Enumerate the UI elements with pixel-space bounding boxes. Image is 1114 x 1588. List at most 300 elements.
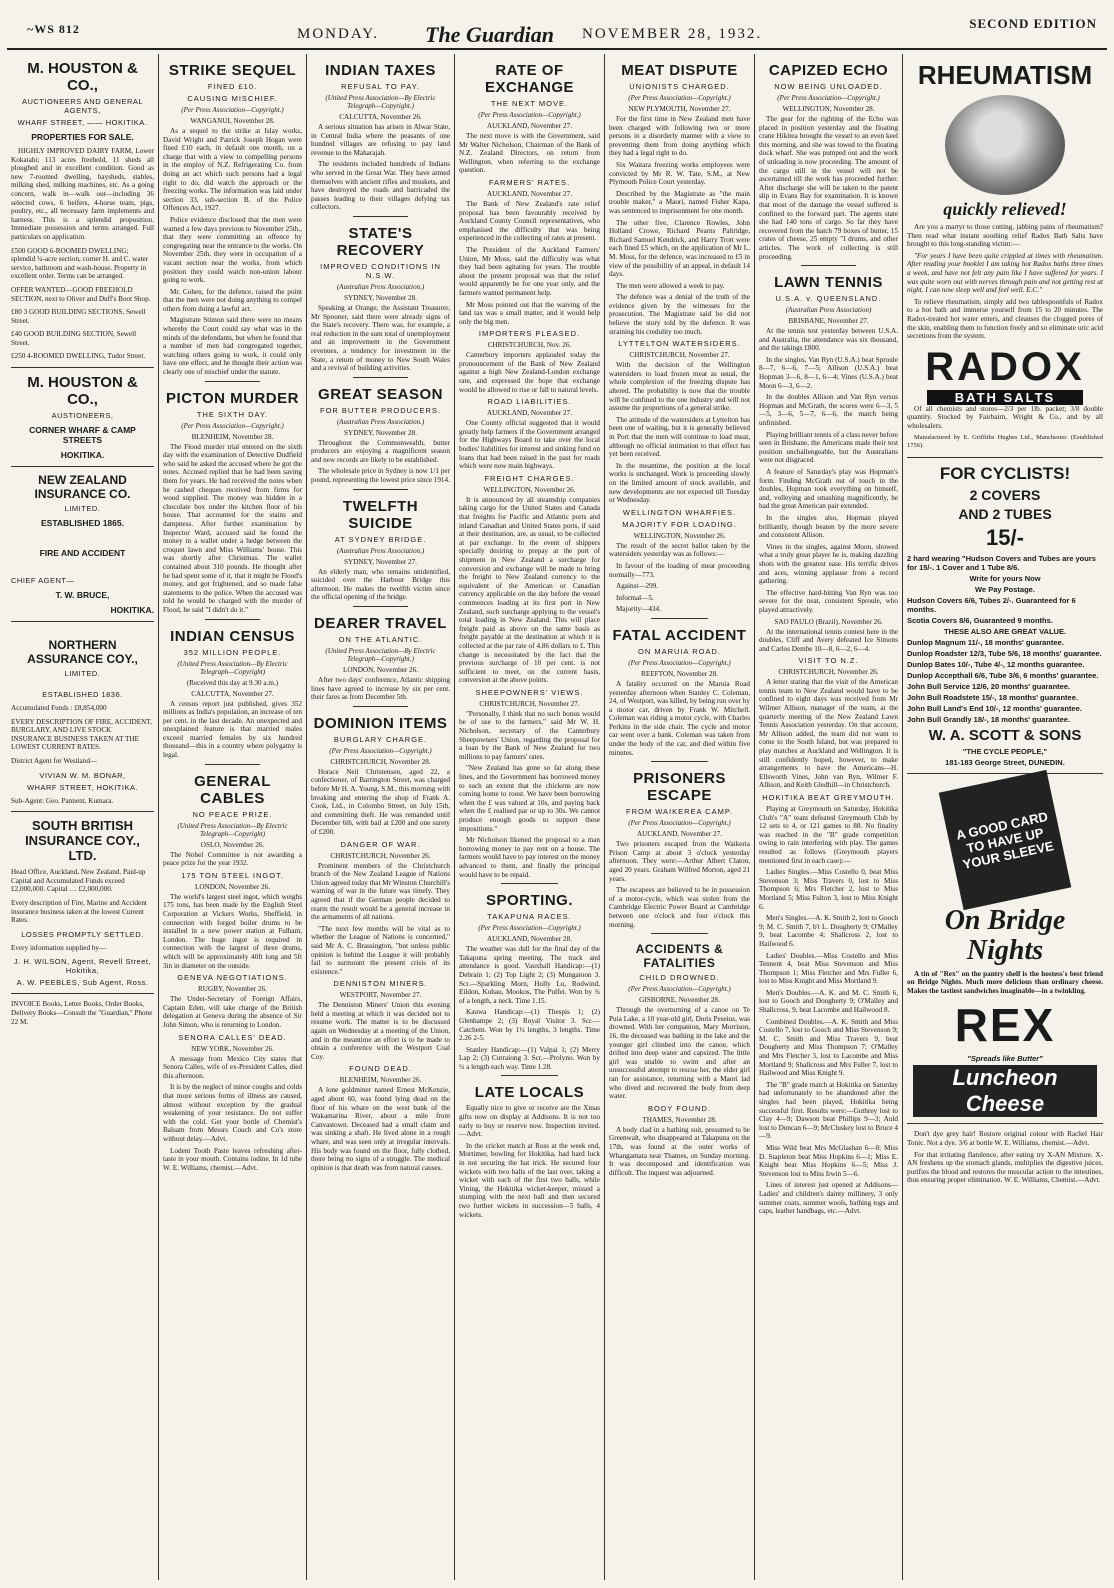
ad-nzins-l2: ESTABLISHED 1865. [41,518,124,529]
article-paragraph: The Nobel Committee is not awarding a peace prize for the year 1932. [163,850,302,868]
ad-cyclists-line: Scotia Covers 8/6, Guaranteed 9 months. [907,615,1053,625]
article-paragraph: A body clad in a bathing suit, presumed to be Greenwalt, who disappeared at Takapuna on the 17th, was found at the outer works of Whangamata near Thames, on Sunday morning. It was decomposed and identification was difficult. The inquest was adjourned. [609,1125,750,1177]
subhead: FOUND DEAD. [349,1064,412,1074]
ad-northern-name: NORTHERN ASSURANCE COY., [27,638,138,667]
ad-cyclists-title: FOR CYCLISTS! [939,463,1071,483]
divider [907,457,1103,458]
article-paragraph: Equally nice to give or receive are the Xmas gifts now on display at Addisons. It is not too early to buy or reserve now. Inspection invited.—Advt. [459,1104,600,1139]
headline-meat-dispute: MEAT DISPUTE [621,62,738,79]
article-paragraph: A serious situation has arisen in Alwar State, in Central India where the peasants of one hundred villages are refusing to pay land revenue to the Maharajah. [311,123,450,157]
headline-twelfth-suicide: TWELFTH SUICIDE [342,497,419,532]
ad-houston-name: M. HOUSTON & CO., [27,60,138,94]
column-2 [159,54,307,1580]
ad-houston2-name: M. HOUSTON & CO., [27,374,138,409]
dateline: NEW PLYMOUTH, November 27. [628,105,731,113]
subhead: ROAD LIABILITIES. [487,397,572,407]
ad-cyclists-line: Dunlop Magnum 11/-, 18 months' guarantee. [907,637,1064,647]
ad-cyclists-line: 2 hard wearing "Hudson Covers and Tubes are yours for 15/-. 1 Cover and 1 Tube 8/6. [907,553,1096,572]
credit-line: (Per Press Association—Copyright.) [628,658,731,667]
article-paragraph: Two prisoners escaped from the Waikeria Prison Camp at about 3 o'clock yesterday afternoon. They were:—Arthur Albert Claton, aged 20 years. Graham Wilfred Morton, aged 21 years. [609,840,750,883]
article-paragraph: A feature of Saturday's play was Hopman's form. Finding McGrath out of touch in the doubles, Hopman took everything on himself, and, volleying and smashing magnificently, he had the great American pair extended. [759,468,898,511]
article-paragraph: A lone goldminer named Ernest McKenzie, aged about 60, was found lying dead on the floor of his whare on the west bank of the Wakamarina River, about a mile from Canvastown. Deceased had a small claim and was sinking a shaft. He lived alone in a rough whare, and was seen only at irregular intervals. His body was found on the floor, fully clothed, there being no signs of a struggle. The medical opinion is that death was from natural causes. [311,1086,450,1172]
headline-dearer-travel: DEARER TRAVEL [314,615,447,633]
ad-rheumatism-tag: quickly relieved! [943,199,1067,219]
subhead: GENEVA NEGOTIATIONS. [177,973,288,983]
ad-radox-p5: Manufactured by E. Griffiths Hughes Ltd., Manchester. (Established 1756). [907,433,1103,450]
subhead: 175 TON STEEL INGOT. [181,870,284,880]
ad-cyclists-line: Dunlop Bates 10/-, Tube 4/-, 12 months guarantee. [907,659,1085,669]
subhead: HOKITIKA BEAT GREYMOUTH. [762,793,895,802]
credit-line: (United Press Association—By Electric Telegraph—Copyright) [177,821,288,838]
column-5 [605,54,755,1580]
subhead: WELLINGTON WHARFIES. [622,507,737,517]
dateline: AUCKLAND, November 27. [636,830,723,839]
dateline: GISBORNE, November 28. [639,996,720,1005]
article-paragraph: Described by the Magistrate as "the main trouble maker," a Maori, named Fisher Kapa, was sentenced to imprisonment for one month. [609,189,750,215]
edition-label: SECOND EDITION [969,16,1097,31]
article-paragraph: With the decision of the Wellington watersiders to load frozen meat as usual, the whole complexion of the freezing dispute has altered. The probability is now that the trouble will be confined to the one industry and will not assume the proportions of a general strike. [609,361,750,413]
playing-card-illustration: A GOOD CARD TO HAVE UP YOUR SLEEVE [939,770,1072,910]
article-paragraph: In the singles, Van Ryn (U.S.A.) beat Sproule 8—7, 6—6, 7—5; Allison (U.S.A.) beat Hopman 3—6, 8—1, 6—4; Vines (U.S.A.) beat Moon 6—3, 6—2. [759,355,898,390]
dateline: SYDNEY, November 27. [344,557,417,566]
headline-general-cables: GENERAL CABLES [194,772,271,807]
ad-southbritish-l5: J. H. WILSON, Agent, Revell Street, Hokitika, [13,957,152,976]
article-paragraph: The gear for the righting of the Echo was placed in position yesterday and the floating crane Hikitea brought the vessel to an even keel this morning, and she was towed to the floating dock wharf. She was pumped out and the work of unloading is now proceeding. The amount of the cargo still in the vessel will not be ascertained till the work has proceeded further. After discharge she will be taken to the patent slip in Evans Bay for examination. It is known that most of the damage the vessel suffered is confined to the forward part. The agents state she had 140 tons of cargo. So far they have recovered from the hatch 79 boxes of butter, 15 crates of cheese, 25 empty "I drums, and other articles. The work of collecting is still proceeding. [759,115,898,261]
dateline: WELLINGTON, November 26. [633,531,726,540]
masthead-day: MONDAY. [297,26,379,42]
dateline: CHRISTCHURCH, November 27. [629,351,730,360]
credit-line: (Per Press Association—Copyright.) [329,746,432,755]
article-paragraph: "Personally, I think that no such bonus would be of use to the farmers," said Mr W. H. Nicholson, secretary of the Canterbury Sheepowners' Union, regarding the proposal for a loan by the Bank of New Zealand for two millions to pay farmers' rates. [459,709,600,761]
article-paragraph: As a sequel to the strike at Islay works, David Wright and Patrick Joseph Hogan were fined £10 each, in default one month, on a charge that with a view to compelling persons in the employ of N.Z. Refrigerating Co. from doing an act which such persons had a legal right to do, did watch the approach or the freezing works. The information was laid under section 33, sub-section B. of the Police Offences Act, 1927. [163,127,302,213]
ad-rheumatism-testimonial: "For years I have been quite crippled at times with rheumatism. After reading your booklet I am taking hot Radox baths three times a week, and have not felt any pain like I have suffered for years. I was quite worn out with nerves through pain and not getting rest at night. I can now sleep well and feel well. E.C." [907,251,1103,295]
dateline: RUGBY, November 26. [198,985,267,994]
ad-houston2-addr: CORNER WHARF & CAMP STREETS [29,425,136,446]
article-paragraph: Playing brilliant tennis of a class never before seen in Brisbane, the Americans made their test position unchallengeable, but the Australians were not disgraced. [759,430,898,465]
radox-bath-salts: BATH SALTS [927,390,1083,405]
ad-northern-l3: Accumulated Funds : £8,854,000 [11,704,107,713]
dateline: CHRISTCHURCH, Nov. 26. [487,341,572,350]
subhead: ON THE ATLANTIC. [338,635,423,645]
dateline: CHRISTCHURCH, November 28. [330,757,431,766]
divider [205,381,261,382]
headline-dominion-items: DOMINION ITEMS [313,714,448,732]
dateline: BRISBANE, November 27. [788,317,869,326]
article-paragraph: Combined Doubles.—A. K. Smith and Miss Costello 7, lost to Gooch and Miss Stevenson 9; M. C. Smith and Miss Travers 9, beat Dougherty and Miss Thompson 7; O'Malley and Mrs Fletcher 3, lost to Lacombe and Miss Mortland 9; Shallcross and Mrs Fuller 7, lost to Hailwood and Miss Knight 9. [759,1017,898,1078]
dateline: THAMES, November 28. [642,1115,717,1124]
subhead: BURGLARY CHARGE. [333,734,428,744]
dateline: WELLINGTON, November 28. [782,105,875,113]
article-paragraph: The defence was a denial of the truth of the evidence given by the witnesses for the prosecution. The Magistrate said he did not believe the story told by the defence. It was straining his credulity too much. [609,293,750,336]
ad-houston-p2: £500 GOOD 6-ROOMED DWELLING; splendid ¼-acre section, corner H. and C. water service, bathroom and wash-house. Property in excellent order. Terms can be arranged. [11,246,149,281]
article-paragraph: The other five, Clarence Rowles, John Holland Crowe, Richard Pearns Paltridge, Richard Samuel Kendrick, and Harry Trott were each fined £5 which, on the application of Mr L. M. Moss, for the defence, was increased to £5 in view of the possibility of an appeal, in default 14 days. [609,218,750,279]
dateline: BLENHEIM, November 28. [191,432,274,441]
subhead: IMPORTERS PLEASED. [478,329,581,339]
headline-states-recovery: STATE'S RECOVERY [336,224,425,259]
advert-paragraph: It is by the neglect of minor coughs and colds that more serious forms of illness are caused, almost without exception by the gradual weakening of your resistance. Do not suffer with the cold. Get your bottle of Chemist's Balsam from Messrs Couch and Co's store without delay.—Advt. [163,1083,302,1143]
ad-southbritish-name: SOUTH BRITISH INSURANCE COY., LTD. [25,818,140,864]
subhead: SENORA CALLES' DEAD. [178,1032,287,1042]
column-7-adverts [903,54,1107,1580]
article-paragraph: The weather was dull for the final day of the Takapuna spring meeting. The track and attendance is good. Vauxhall Handicap:—(1) Debrain 1; (2) Top Light 2; (3) Mungatoon 3. Scr.—Sparkling Morn, Holly Lu, Rodwind, Eildon, Kohau, Mookos, The Pulfet. Won by ¾ of a length, a neck. Time 1.15. [459,945,600,1005]
divider [11,466,154,467]
article-paragraph: Men's Singles.—A. K. Smith 2, lost to Gooch 9; M. C. Smith 7, b't L. Dougherty 9; O'Malley 9, beat Lacombe 4; Shallcross 2, lost to Hailwood 6. [759,914,898,948]
ad-invoice-books: INVOICE Books, Letter Books, Order Books, Delivery Books—Consult the "Guardian," Phone 22 M. [11,1000,153,1026]
headline-indian-census: INDIAN CENSUS [170,627,295,645]
article-paragraph: In the doubles Allison and Van Ryn versus Hopman and McGrath, the scores were 6—3, 5—5, 3—6, 5—7, 6—6, the match being unfinished. [759,393,898,428]
article-paragraph: Prominent members of the Christchurch branch of the New Zealand League of Nations Union agreed today that Mr Winston Churchill's warning of war in the future was timely. They agreed that if the German people decided to rearm the result would be a general increase in the armaments of all nations. [311,861,450,922]
article-paragraph: In the meantime, the position at the local works is unchanged. Work is proceeding slowly on the limited amount of stock available, and new developments are not expected till Tuesday or Wednesday. [609,461,750,505]
credit-line: (Australian Press Association) [785,306,872,315]
ad-cyclists-line: Write for yours Now [969,573,1041,583]
ad-rex-p1: A tin of "Rex" on the pantry shelf is the hostess's best friend on Bridge Nights. Much more delicious than ordinary cheese. Makes the tastiest sandwiches imaginable—in a twinkling. [907,969,1103,995]
subhead: FREIGHT CHARGES. [484,473,575,483]
ad-northern-l2: ESTABLISHED 1836. [42,690,123,700]
credit-line: (Per Press Association—Copyright.) [181,421,284,430]
subhead: DENNISTON MINERS. [333,979,428,989]
column-1 [7,54,159,1580]
dateline: REEFTON, November 28. [641,669,718,678]
ad-nzins-l3: FIRE AND ACCIDENT [39,548,126,559]
divider [353,377,409,378]
article-paragraph: For the first time in New Zealand men have been charged with following two or more persons in a disorderly manner with a view to preventing them from doing anything which they had a legal right to do. [609,115,750,158]
article-paragraph: Six Waitara freezing works employees were convicted by Mr R. W. Tate, S.M., at New Plymouth Police Court yesterday. [609,160,750,187]
ad-nzins-l1: LIMITED. [64,504,101,514]
dateline: NEW YORK, November 26. [191,1044,274,1053]
ad-cyclists-price: 15/- [986,524,1024,550]
subhead: UNIONISTS CHARGED. [629,82,730,91]
credit-line: (Australian Press Association.) [336,282,425,291]
article-paragraph: The result of the secret ballot taken by the watersiders yesterday was as follows:— [609,541,750,559]
dateline: CALCUTTA, November 26. [339,113,422,121]
article-paragraph: In favour of the loading of meat proceeding normally—773. [609,561,750,579]
ad-southbritish-l6: A. W. PEEBLES, Sub Agent, Ross. [16,978,149,988]
headline-capized-echo: CAPIZED ECHO [768,62,889,79]
dateline: SAO PAULO (Brazil), November 26. [774,617,883,626]
man-portrait-illustration [945,95,1065,195]
subhead: FROM WAIKEREA CAMP. [626,807,733,817]
subhead: MAJORITY FOR LOADING. [622,519,737,529]
column-4 [455,54,605,1580]
credit-line: (Australian Press Association.) [336,546,425,555]
divider [651,933,707,934]
article-paragraph: Police evidence disclosed that the men were warned a few days previous to November 25th., that they were committing an offence by congregating near the entrance to the works. On November 25th. they were in occupation of a vacant section near the works, from which position they could watch non-union labour going to work. [163,215,302,285]
headline-lawn-tennis: LAWN TENNIS [774,274,883,292]
subhead: REFUSAL TO PAY. [341,82,420,91]
divider [353,489,409,490]
article-paragraph: At the tennis test yesterday between U.S.A. and Australia, the attendance was six thousand, and the takings £800. [759,327,898,353]
ad-cyclists-line: John Bull Land's End 10/-, 12 months' guarantee. [907,703,1082,713]
subhead: DANGER OF WAR. [340,839,421,849]
article-paragraph: In the cricket match at Ross at the week end, Mortimer, bowling for Hokitika, had hard luck in not securing the hat trick. He secured four wickets with two balls of the last over, taking a wicket with each of the first two balls, while Vining, the Hokitika wicket-keeper, missed a stumping with the next ball and then secured two further wickets in succession—5 balls, 4 wickets. [459,1141,600,1219]
credit-line: (Per Press Association—Copyright.) [478,924,581,933]
dateline: WANGANUI, November 28. [190,117,275,125]
article-paragraph: Throughout the Commonwealth, butter producers are enjoying a magnificent season and new records are likely to be established. [311,438,450,464]
headline-picton-murder: PICTON MURDER [166,389,299,407]
divider [205,764,261,765]
divider [907,773,1103,774]
dateline: SYDNEY, November 28. [344,428,417,437]
subhead: CAUSING MISCHIEF. [187,94,278,103]
article-paragraph: Ladies Singles.—Miss Costello 0, beat Miss Stevenson 3; Miss Travers 0, lost to Miss Thompson 6; Mrs Fletcher 2, lost to Miss Mortland 5; Miss Fulton 3, lost to Miss Knight 6. [759,868,898,911]
advert-paragraph: Lines of interest just opened at Addisons—Ladies' and children's dainty millinery, 3 only summer coats, summer wools, bathing togs and caps, leather handbags, etc.—Advt. [759,1181,898,1216]
ad-cyclists-line: John Bull Roadstete 15/-, 18 months' guarantee. [907,692,1078,702]
article-paragraph: A message from Mexico City states that Senora Calles, wife of ex-President Calles, died this afternoon. [163,1054,302,1080]
ad-cyclists-line: Dunlop Roadster 12/3, Tube 5/6, 18 months' guarantee. [907,648,1102,658]
divider [353,216,409,217]
divider [11,811,154,812]
dateline: BLENHEIM, November 26. [339,1076,422,1085]
ad-rheumatism-title: RHEUMATISM [917,60,1093,90]
dateline: CHRISTCHURCH, November 26. [778,668,879,677]
rex-luncheon-cheese: Luncheon Cheese [913,1065,1097,1117]
article-paragraph: The President of the Auckland Farmers' Union, Mr Moss, said the difficulty was what they had been agitating for years. The trouble about the present proposal was that the relief would apparently be for one year only, and the farmers wanted permanent help. [459,245,600,297]
dateline: CHRISTCHURCH, November 27. [479,699,580,708]
ad-cyclists-line: THESE ALSO ARE GREAT VALUE. [943,626,1067,636]
rex-logo: REX [954,999,1056,1052]
headline-late-locals: LATE LOCALS [474,1084,585,1102]
subhead: SHEEPOWNERS' VIEWS. [475,687,584,697]
ad-houston-head: PROPERTIES FOR SALE. [31,132,134,142]
ad-rheumatism-p1: Are you a martyr to those cutting, jabbing pains of rheumatism? Then read what instant soothing relief Radox Bath Salts have brought to this long-standing victim:— [907,223,1103,249]
credit-line: (United Press Association—By Electric Telegraph—Copyright.) [325,647,436,664]
headline-strike-sequel: STRIKE SEQUEL [168,62,297,79]
credit-line: (Per Press Association—Copyright.) [628,819,731,828]
subhead: FARMERS' RATES. [488,177,571,187]
article-paragraph: The world's largest steel ingot, which weighs 175 tons, has been made by the English Steel Corporation at Vickers Works, Sheffield, in connection with forged boiler drums to be installed in a new power station at Fulham, London. The huge ingot is required in connection with the largest of three drums, which will be approximately 40ft long and 5ft 3in in diameter on the outside. [163,892,302,970]
subhead: NOW BEING UNLOADED. [774,82,883,91]
headline-great-season: GREAT SEASON [318,385,443,403]
ad-houston-addr: WHARF STREET, —— HOKITIKA. [17,118,148,127]
credit-line: (Per Press Association—Copyright.) [628,985,731,994]
subhead: NO PEACE PRIZE. [192,809,273,819]
credit-line: (United Press Association—By Electric Telegraph—Copyright) [177,659,288,676]
credit-line: (Per Press Association—Copyright.) [181,106,284,114]
subhead: FOR BUTTER PRODUCERS. [319,405,441,415]
masthead-date: NOVEMBER 28, 1932. [582,26,763,42]
ad-northern-l1: LIMITED. [64,669,101,679]
ad-houston2-town: HOKITIKA. [60,450,105,461]
advert-paragraph: Lodent Tooth Paste leaves refreshing after-taste in your mouth. Contains iodine. In 1d tube W. E. Williams, chemist.—Advt. [163,1146,302,1172]
ad-rex-title: On Bridge Nights [944,904,1066,966]
article-paragraph: After two days' conference, Atlantic shipping lines have agreed to increase by six per cent. their fares as from December 5th. [311,676,450,702]
ad-nzins-name: NEW ZEALAND INSURANCE CO. [34,473,131,502]
dateline: OSLO, November 26. [200,840,265,849]
article-paragraph: "The next few months will be vital as to whether the League of Nations is concerned," said Mr A. C. Brassington, "but unless public opinion is behind the League it will probably fail to surmount the present crisis of its existence." [311,924,450,976]
headline-prisoners-escape: PRISONERS ESCAPE [633,770,726,805]
dateline: LONDON, November 26. [194,882,271,891]
received-line: (Received this day at 9.30 a.m.) [186,678,279,687]
ad-rheumatism-p3: To relieve rheumatism, simply add two tablespoonfuls of Radox to a hot bath and immerse yourself from 15 to 20 minutes. The Radox-treated hot water enters, and cleanses the clogged pores of the skin, enabling them to function freely and so eliminate uric acid secretions from the system. [907,297,1103,341]
article-paragraph: Majority—434. [616,605,661,614]
dateline: CHRISTCHURCH, November 26. [330,851,431,860]
article-paragraph: The Flood murder trial entered on the sixth day with the examination of Detective Dudfield who said he asked the accused where he got the notes. Accused replied that he had been saving them for years. He had received the notes when he cashed cheques received from firms for wood supplied. The money was hidden in a chocolate box under the kitchen floor of his house. That accounted for the stains and dampness. After further examination by Inspector Ward, accused said he found the money in a wallet under a hedge between the croquet lawn and Miss Williams' house. This was shortly after Christmas. The wallet contained about 310 pounds. He thought after he had spent some of it, that it might be Flood's money, and got frightened, and so made false statements to the police. When the accused was told he would be charged with the murder of Flood, he said "I didn't do it." [163,442,302,614]
article-paragraph: Miss Wild beat Mrs McGlashan 6—0; Miss D. Stapleton beat Miss Hopkins 6—1; Miss E. Knight beat Miss Hopkins 6—5; Miss J. Stevenson lost to Miss Irwin 5—6. [759,1143,898,1178]
article-paragraph: Mr Nicholson likened the proposal to a man borrowing money to pay rent on a house. The farmers would have to pay interest on the money advanced to them, and finally the principal would have to be repaid. [459,836,600,879]
ad-cyclists-company-tag: "THE CYCLE PEOPLE," [962,746,1048,756]
article-paragraph: Men's Doubles.—A. K. and M. C. Smith 6, lost to Gooch and Dougherty 9; O'Malley and Shallcross, 9, beat Lacombe and Hailwood 8. [759,988,898,1015]
dateline: WESTPORT, November 27. [339,991,422,1000]
article-paragraph: The Denniston Miners' Union this evening held a meeting at which it was decided not to resume work. The matter is to be discussed again on Wednesday at a meeting of the Union, and in the meantime an effort is to be made to obtain a conference with the Westport Coal Coy. [311,1001,450,1061]
dateline: AUCKLAND, November 27. [486,189,573,198]
divider [651,761,707,762]
credit-line: (Per Press Association—Copyright.) [628,94,731,102]
dateline: AUCKLAND, November 27. [486,122,573,130]
newspaper-page [7,4,1107,1580]
ad-northern-l5: District Agent for Westland— [11,757,98,766]
dateline: AUCKLAND, November 27. [486,409,573,418]
article-paragraph: Canterbury importers applauded today the pronouncement of the Bank of New Zealand against a high New Zealand-London exchange rate, and expressed the hope that exchange would be allowed to rise or fall to natural levels. [459,351,600,394]
divider [11,621,154,622]
article-paragraph: Against—299. [616,582,659,591]
ad-cyclists-l2: 2 COVERS [969,486,1041,503]
article-paragraph: The Under-Secretary of Foreign Affairs, Captain Eden, will take charge of the British delegation at Geneva during the absence of Sir John Simon, who is returning to London. [163,995,302,1029]
ad-hair-tonic: Don't dye grey hair! Restore original colour with Rachel Hair Tonic. Not a dye. 3/6 at bottle W. E. Williams, chemist.—Advt. [907,1130,1103,1148]
subhead: THE SIXTH DAY. [196,409,269,419]
ad-cyclists-l3: AND 2 TUBES [958,505,1052,522]
headline-sporting: SPORTING. [485,892,573,910]
ad-cyclists-line: John Bull Grandly 18/-, 18 months' guarantee. [907,714,1071,724]
article-paragraph: Stanley Handicap:—(1) Valpai 1; (2) Merry Lap 2; (3) Curraiong 3. Scr.—Prolyno. Won by ½ a length each way. Time 1.28. [459,1045,600,1071]
article-paragraph: One County official suggested that it would greatly help farmers if the Government arranged for the Highways Board to take over the local bodies' liabilities for interest and sinking fund on loans that had been raised in the past for roads which were now main highways. [459,419,600,471]
divider [501,883,557,884]
ad-cyclists-line: We Pay Postage. [975,584,1035,594]
divider [651,618,707,619]
ad-northern-l8: Sub-Agent: Geo. Pannent, Kumara. [11,796,114,805]
divider [11,993,154,994]
ad-nzins-l4: CHIEF AGENT— [11,576,75,586]
masthead [7,4,1107,50]
article-paragraph: It is announced by all steamship companies taking cargo for the United States and Canada that freights for Pacific and Atlantic ports and inland Canadian and United States ports, if said at their destination, are, as usual, to be collected at par exchange. In the event of shippers specially desiring to prepay at the port of shipment in New Zealand a surcharge for conversion and exchange will be made to bring the freight to New Zealand currency to the equivalent of the American or Canadian currency applicable on the day before the vessel commences loading at its first port in New Zealand, such surcharge applying to the vessel's total loading in New Zealand. This will place freight paid as above on the same basis as freight payable at the destination at which it is collected at the par rate of 4.86 dollars to £. This change is necessitated by the fact that the previous surcharge of 10 per cent. is not sufficient to meet, on the current basis, conversion at the above points. [459,495,600,685]
ad-houston-p5: £40 GOOD BUILDING SECTION, Sewell Street. [11,330,137,347]
ad-houston-p3: OFFER WANTED—GOOD FREEHOLD SECTION, next to Oliver and Duff's Boot Shop. [11,285,151,303]
subhead: VISIT TO N.Z. [798,656,859,666]
article-paragraph: A letter stating that the visit of the American tennis team to New Zealand would have to be confined to eight days was received from Mr Wilmer Allison, manager of the team, at the quarterly meeting of the New Zealand Lawn Tennis Association yesterday. On that account, Mr Allison added, the team did not want to come to the South Island, but was prepared to play matches at Auckland and Wellington. It is still confidently hoped, however, to make arrangements to have the Americans—H. Ellsworth Vines, John van Ryn, Wilmer F. Allison, and Keith Gledhill—in Christchurch. [759,678,898,790]
columns [7,54,1107,1580]
ad-houston2-sub: AUSTIONEERS, [51,411,114,421]
divider [801,265,857,266]
rex-tagline: "Spreads like Butter" [967,1054,1043,1064]
ad-cyclists-line: Hudson Covers 6/6, Tubes 2/-. Guaranteed for 6 months. [907,595,1076,614]
subhead: 352 MILLION PEOPLE. [183,647,282,657]
subhead: IMPROVED CONDITIONS IN N.S.W. [320,261,441,280]
article-paragraph: In the singles also, Hopman played brilliantly, though beaten by the more severe and consistent Allison. [759,513,898,540]
ad-houston-p4: £80 3 GOOD BUILDING SECTIONS, Sewell Street. [11,308,146,325]
masthead-title: The Guardian [425,22,554,47]
article-paragraph: A fatality occurred on the Maruia Road yesterday afternoon when Stanley C. Coleman, 24, of Westport, was killed, by being run over by a motor car, driven by Frank W. Mitchell. Coleman was riding a motor cycle, with Charles Perkins in the side chair. The cycle and motor car went over a bank. Coleman was taken from under the body of the car, and died within five minutes. [609,679,750,757]
ad-cyclists-line: Dunlop Accepthall 6/6, Tube 3/6, 6 months' guarantee. [907,670,1099,680]
column-3 [307,54,455,1580]
ad-houston-sub: AUCTIONEERS AND GENERAL AGENTS, [21,97,144,115]
page-number: ~WS 812 [27,22,80,36]
article-paragraph: Ladies' Doubles.—Miss Costello and Miss Tennent 4, beat Miss Stevenson and Miss Thompson 1; Miss Fletcher and Mrs Fuller 6, lost to Miss Knight and Miss Mortland 9. [759,951,898,986]
article-paragraph: The effective hard-hitting Van Ryn was too severe for the neat, consistent Sproule, who played attractively. [759,588,898,614]
divider [205,619,261,620]
ad-southbritish-l2: Every description of Fire, Marine and Accident insurance business taken at the lowest Current Rates. [11,899,147,925]
article-paragraph: The wholesale price in Sydney is now 1/1 per pound, representing the lowest price since 1914. [311,467,450,485]
dateline: SYDNEY, November 28. [344,293,417,302]
article-paragraph: Through the overturning of a canoe on Te Puia Lake, a 10 year-old girl, Doris Peseius, was drowned. With her companion, Mary Morrison, 16, the deceased was bathing in the lake and the younger girl climbed into the canoe, which drifted into deep water and capsized. The little girl was unable to swim and after an unsuccessful attempt to rescue her, the elder girl ran for assistance, returning with a Maori lad who dived and recovered the body from deep water. [609,1006,750,1101]
ad-cyclists-address: 181-183 George Street, DUNEDIN. [945,757,1065,767]
ad-nzins-l5: T. W. BRUCE, [55,590,110,601]
article-paragraph: The attitude of the watersiders at Lyttelton has been one of waiting, but it is generally believed in Port that the men will continue to load meat, although no official intimation to that effect has yet been received. [609,415,750,459]
dateline: CALCUTTA, November 27. [191,689,274,698]
article-paragraph: Mr. Cohen, for the defence, raised the point that the men were not doing anything to compel others from doing a lawful act. [163,287,302,313]
article-paragraph: A census report just published, gives 352 millions as India's population, an increase of ten per cent. in the last decade. An unexpected and unexplained feature is that married males exceed married females by six hundred thousand—this in a country where polygamy is legal. [163,699,302,760]
article-paragraph: Speaking at Orange, the Assistant Treasurer, Mr Spooner, said there were already signs of the State's recovery. There was, for example, a real reduction in the sum total of unemployment and an improvement in the Government revenues, a tendency for investment in the State, a return of money to New South Wales and a revival of building activities. [311,303,450,373]
ad-southbritish-l4: Every information supplied by— [11,943,107,952]
subhead: LYTTELTON WATERSIDERS. [618,339,741,349]
subhead: BODY FOUND. [648,1103,711,1113]
ad-cyclists-company: W. A. SCOTT & SONS [928,726,1082,744]
article-paragraph: Playing at Greymouth on Saturday, Hokitika Club's "A" team defeated Greymouth Club by 12 sets to 4, or 121 games to 88. No finality was reached in the "B" grade competition owing to rain interfering with play. The games resulted as follows (Greymouth players mentioned first in each case):— [759,805,898,865]
article-paragraph: "New Zealand has gone so far along these lines, and the Government has borrowed money to such an extent that the chickens are now coming home to roost. We have been borrowing when the £ was valued at 10s, and paying back when the £ realised par or up to 30s. We cannot produce enough goods to support these impositions." [459,764,600,833]
headline-rate-of-exchange: RATE OF EXCHANGE [484,62,574,96]
article-paragraph: Magistrate Stimon said there were no means whereby the Court could say what was in the minds of the defendants, but when he found that a number of men had congregated together, watching others going to work, it could only have one effect, and he thought their action was clearly one of mischief under the statute. [163,316,302,377]
ad-northern-l4: EVERY DESCRIPTION OF FIRE, ACCIDENT, BURGLARY, AND LIVE STOCK INSURANCE BUSINESS TAKEN AT THE LOWEST CURRENT RATES. [11,717,152,752]
dateline: AUCKLAND, November 28. [486,935,573,944]
ad-southbritish-l3: LOSSES PROMPTLY SETTLED. [21,929,144,939]
article-paragraph: An elderly man, who remains unidentified, suicided over the Harbour Bridge this afternoon. He makes the twelfth victim since the official opening of the bridge. [311,567,450,602]
credit-line: (Australian Press Association.) [336,417,425,426]
article-paragraph: The men were allowed a week to pay. [616,281,725,290]
credit-line: (Per Press Association—Copyright.) [478,111,581,119]
headline-indian-taxes: INDIAN TAXES [325,62,436,79]
article-paragraph: The "B" grade match at Hokitika on Saturday had unfortunately to be abandoned after the singles had been played, Hokitika being successful first. Results were:—Guthrey lost to Clay 4—9; Dawson beat Phillips 9—3; Auld lost to Duncan 6—9; McCluskey lost to Bruce 4—9. [759,1080,898,1141]
ad-xan-mixture: For that irritating flatulence, after eating try X-AN Mixture. X-AN freshens up the stomach glands, multiplies the digestive juices, purifies the blood and restores the muscular action to the intestines, thus ensuring proper elimination. W. E. Williams, Chemist.—Advt. [907,1150,1103,1185]
ad-houston-p6: £250 4-ROOMED DWELLING, Tudor Street. [11,352,146,361]
article-paragraph: Mr Moss pointed out that the waiving of the land tax was a small matter, and it would help only the big men. [459,300,600,326]
article-paragraph: The next move is with the Government, said Mr Walter Nicholson, Chairman of the Bank of N.Z. Zealand Directors, on return from Wellington, when referring to the exchange question. [459,132,600,175]
column-6 [755,54,903,1580]
headline-fatal-accident: FATAL ACCIDENT [612,626,747,644]
subhead: AT SYDNEY BRIDGE. [334,534,427,544]
subhead: ON MARUIA ROAD. [638,646,721,656]
article-paragraph: The Bank of New Zealand's rate relief proposal has been favourably received by Auckland County Council representatives, who emphasised the difficulty that was being experienced in the collecting of rates at present. [459,199,600,243]
credit-line: (United Press Association—By Electric Telegraph—Copyright.) [325,94,436,110]
article-paragraph: Kauwa Handicap:—(1) Thespis 1; (2) Glenhampe 2; (3) Royal Visitor 3. Scr.—Catchem. Won by 1½ lengths, 3 lengths. Time 2.26 2-5. [459,1008,600,1043]
subhead: U.S.A. v. QUEENSLAND. [775,294,882,304]
ad-cyclists-line: John Bull Service 12/6, 20 months' guarantee. [907,681,1071,691]
subhead: FINED £10. [207,82,258,91]
headline-accidents-fatalities: ACCIDENTS & FATALITIES [635,942,724,971]
subhead: CHILD DROWNED. [639,973,720,983]
ad-houston-p1: HIGHLY IMPROVED DAIRY FARM, Lower Kokatahi; 113 acres freehold, 11 sheds all ploughed and in excellent condition. Good as new 7-roomed dwelling, haysheds, stables, milking shed, milking machines, etc. As a going concern, walk in—walk out—including 36 selected cows, 6 heifers, 4-horse team, pigs, poultry, etc., all necessary farm implements and harness. This is a splendid proposition. Immediate possession and terms arranged. Full particulars on application. [11,147,154,241]
divider [353,706,409,707]
ad-northern-l7: WHARF STREET, HOKITIKA. [26,782,139,792]
radox-logo: RADOX [925,344,1085,389]
divider [907,1123,1103,1124]
dateline: LONDON, November 26. [342,666,419,675]
subhead: THE NEXT MOVE. [490,99,569,108]
dateline: WELLINGTON, November 26. [483,485,576,494]
divider [501,1075,557,1076]
credit-line: (Per Press Association—Copyright.) [777,94,880,102]
ad-radox-p4: Of all chemists and stores—2/3 per 1lb. packet; 3/8 double quantity. Stocked by Fairbairn, Wright & Co., and by all wholesalers. [907,404,1103,430]
article-paragraph: Horace Neil Christensen, aged 22, a confectioner, of Barrington Street, was charged before Mr H. A. Young, S.M., this morning with breaking and entering the shop of Frank A. Cook, Ltd., in Colombo Street, on July 15th, and committing theft. He was remanded until December 6th, with bail at £200 and one surety of £200. [311,767,450,836]
divider [11,367,154,368]
ad-northern-l6: VIVIAN W. M. BONAR, [39,770,126,780]
ad-southbritish-l1: Head Office, Auckland, New Zealand. Paid-up Capital and Accumulated Funds exceed £2,000,000. Capital … £2,000,000. [11,868,146,894]
article-paragraph: Vines in the singles, against Moon, showed what a truly great player he is, making dazzling shots with the greatest ease. His terrific drives and aces, winning applause from a record gathering. [759,542,898,586]
article-paragraph: Informal—5. [616,593,654,602]
article-paragraph: The escapees are believed to be in possession of a motor-cycle, which was stolen from the Cambridge Electric Power Board at Cambridge between one o'clock and four o'clock this morning. [609,886,750,929]
article-paragraph: At the international tennis contest here in the doubles, Cliff and Avery defeated Ice Simons and Carlos Dembe 10—8, 6—2, 6—4. [759,627,898,653]
subhead: TAKAPUNA RACES. [487,912,572,922]
ad-nzins-l6: HOKITIKA. [110,605,154,616]
article-paragraph: The residents included hundreds of Indians who served in the Great War. They have armed themselves with ancient rifles and muskets, and have destroyed the roads and barricaded the passes leading to their villages defying tax collectors. [311,160,450,212]
divider [353,606,409,607]
